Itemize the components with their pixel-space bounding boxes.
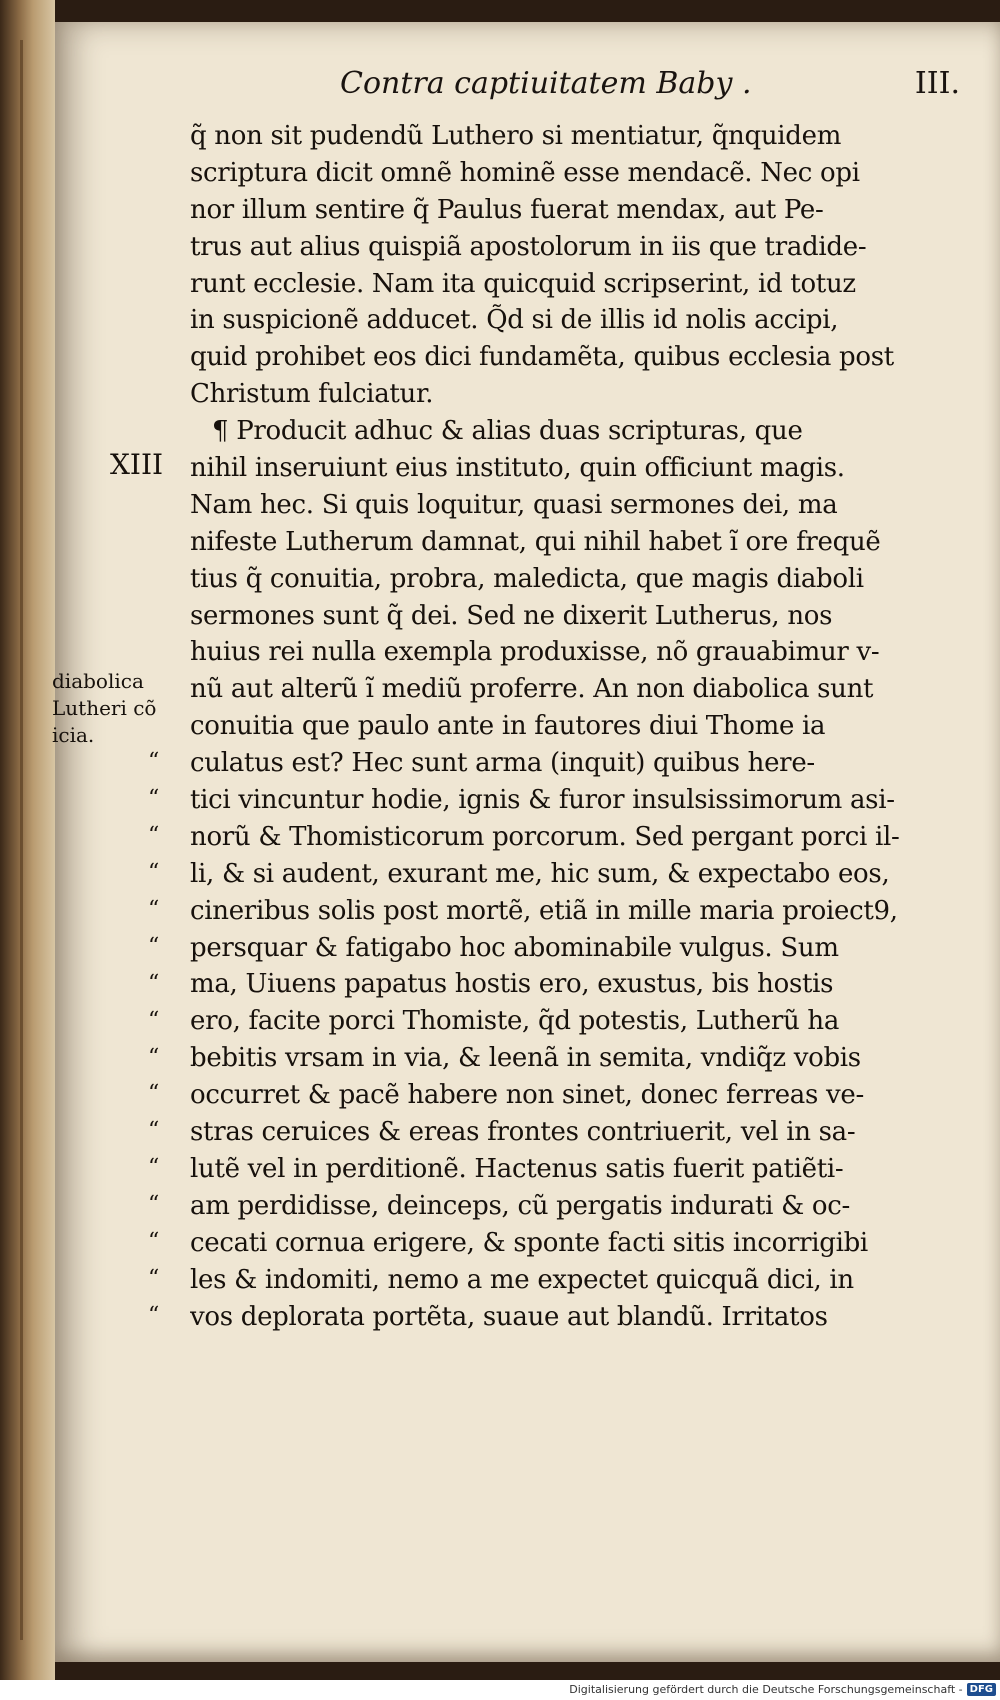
dfg-logo: DFG <box>967 1683 996 1696</box>
quote-mark: “ <box>148 970 160 996</box>
quote-mark: “ <box>148 1302 160 1328</box>
text-line: in suspicionẽ adducet. Q̃d si de illis id nolis accipi, <box>190 305 839 336</box>
quote-mark: “ <box>148 933 160 959</box>
text-line: conuitia que paulo ante in fautores diui Thome ia <box>190 711 826 742</box>
text-line: q̃ non sit pudendũ Luthero si mentiatur, q̃nquidem <box>190 121 842 151</box>
quote-mark: “ <box>148 823 160 849</box>
quote-mark: “ <box>148 1192 160 1218</box>
margin-note-line: icia. <box>52 723 95 747</box>
book-spine <box>0 0 55 1680</box>
text-line: scriptura dicit omnẽ hominẽ esse mendacẽ. Nec opi <box>190 157 860 188</box>
quote-mark: “ <box>148 786 160 812</box>
text-line: tius q̃ conuitia, probra, maledicta, que magis diaboli <box>190 563 864 594</box>
text-line: persquar & fatigabo hoc abominabile vulgus. Sum <box>190 932 839 963</box>
text-line: les & indomiti, nemo a me expectet quicquã dici, in <box>190 1264 854 1295</box>
quote-mark: “ <box>148 1081 160 1107</box>
text-line: nihil inseruiunt eius instituto, quin officiunt magis. <box>190 453 845 484</box>
text-line: occurret & pacẽ habere non sinet, donec ferreas ve- <box>190 1080 864 1111</box>
text-line: nũ aut alterũ ĩ mediũ proferre. An non diabolica sunt <box>190 674 874 705</box>
quote-mark: “ <box>148 1044 160 1070</box>
quote-mark: “ <box>148 1118 160 1144</box>
margin-section-numeral: XIII <box>110 448 164 481</box>
quote-mark: “ <box>148 896 160 922</box>
text-line: runt ecclesie. Nam ita quicquid scripserint, id totuz <box>190 268 856 299</box>
text-line: li, & si audent, exurant me, hic sum, & expectabo eos, <box>190 858 890 889</box>
margin-note-line: Lutheri cõ <box>52 696 157 720</box>
quote-mark: “ <box>148 1155 160 1181</box>
text-line: cecati cornua erigere, & sponte facti sitis incorrigibi <box>190 1227 868 1258</box>
text-line: Nam hec. Si quis loquitur, quasi sermones dei, ma <box>190 489 838 520</box>
text-line: tici vincuntur hodie, ignis & furor insulsissimorum asi- <box>190 785 895 816</box>
text-line: lutẽ vel in perditionẽ. Hactenus satis fuerit patiẽti- <box>190 1153 844 1184</box>
margin-note-line: diabolica <box>52 669 144 693</box>
text-line: cineribus solis post mortẽ, etiã in mille maria proiect9, <box>190 895 898 926</box>
text-line: vos deplorata portẽta, suaue aut blandũ. Irritatos <box>190 1301 828 1332</box>
folio-number: III. <box>914 66 960 101</box>
quote-mark: “ <box>148 1229 160 1254</box>
quote-mark: “ <box>148 749 160 775</box>
running-title: Contra captiuitatem Baby . <box>340 66 752 101</box>
quote-mark: “ <box>148 860 160 885</box>
margin-note <box>52 668 182 749</box>
text-line: nor illum sentire q̃ Paulus fuerat mendax, aut Pe- <box>190 194 824 225</box>
body-text <box>190 118 970 1335</box>
text-line: nifeste Lutherum damnat, qui nihil habet ĩ ore frequẽ <box>190 526 881 557</box>
text-line: stras ceruices & ereas frontes contriuerit, vel in sa- <box>190 1117 856 1148</box>
text-line: ¶ Producit adhuc & alias duas scripturas, que <box>212 416 803 447</box>
text-line: trus aut alius quispiã apostolorum in iis que tradide- <box>190 231 867 262</box>
quote-mark: “ <box>148 1007 160 1033</box>
text-line: ma, Uiuens papatus hostis ero, exustus, bis hostis <box>190 969 834 1000</box>
quote-mark: “ <box>148 1265 160 1291</box>
text-line: ero, facite porci Thomiste, q̃d potestis, Lutherũ ha <box>190 1006 840 1037</box>
footer-text: Digitalisierung gefördert durch die Deutsche Forschungsgemeinschaft - <box>569 1682 963 1696</box>
text-line: bebitis vrsam in via, & leenã in semita, vndiq̃z vobis <box>190 1043 861 1074</box>
text-line: sermones sunt q̃ dei. Sed ne dixerit Lutherus, nos <box>190 600 833 631</box>
text-line: norũ & Thomisticorum porcorum. Sed pergant porci il- <box>190 821 900 852</box>
text-line: huius rei nulla exempla produxisse, nõ grauabimur v- <box>190 637 880 668</box>
text-line: quid prohibet eos dici fundamẽta, quibus ecclesia post <box>190 342 894 373</box>
footer-credit <box>569 1680 996 1698</box>
page-header <box>340 66 970 106</box>
text-line: Christum fulciatur. <box>190 379 434 410</box>
text-line: am perdidisse, deinceps, cũ pergatis indurati & oc- <box>190 1190 851 1221</box>
text-line: culatus est? Hec sunt arma (inquit) quibus here- <box>190 748 815 779</box>
spine-edge <box>20 40 23 1640</box>
